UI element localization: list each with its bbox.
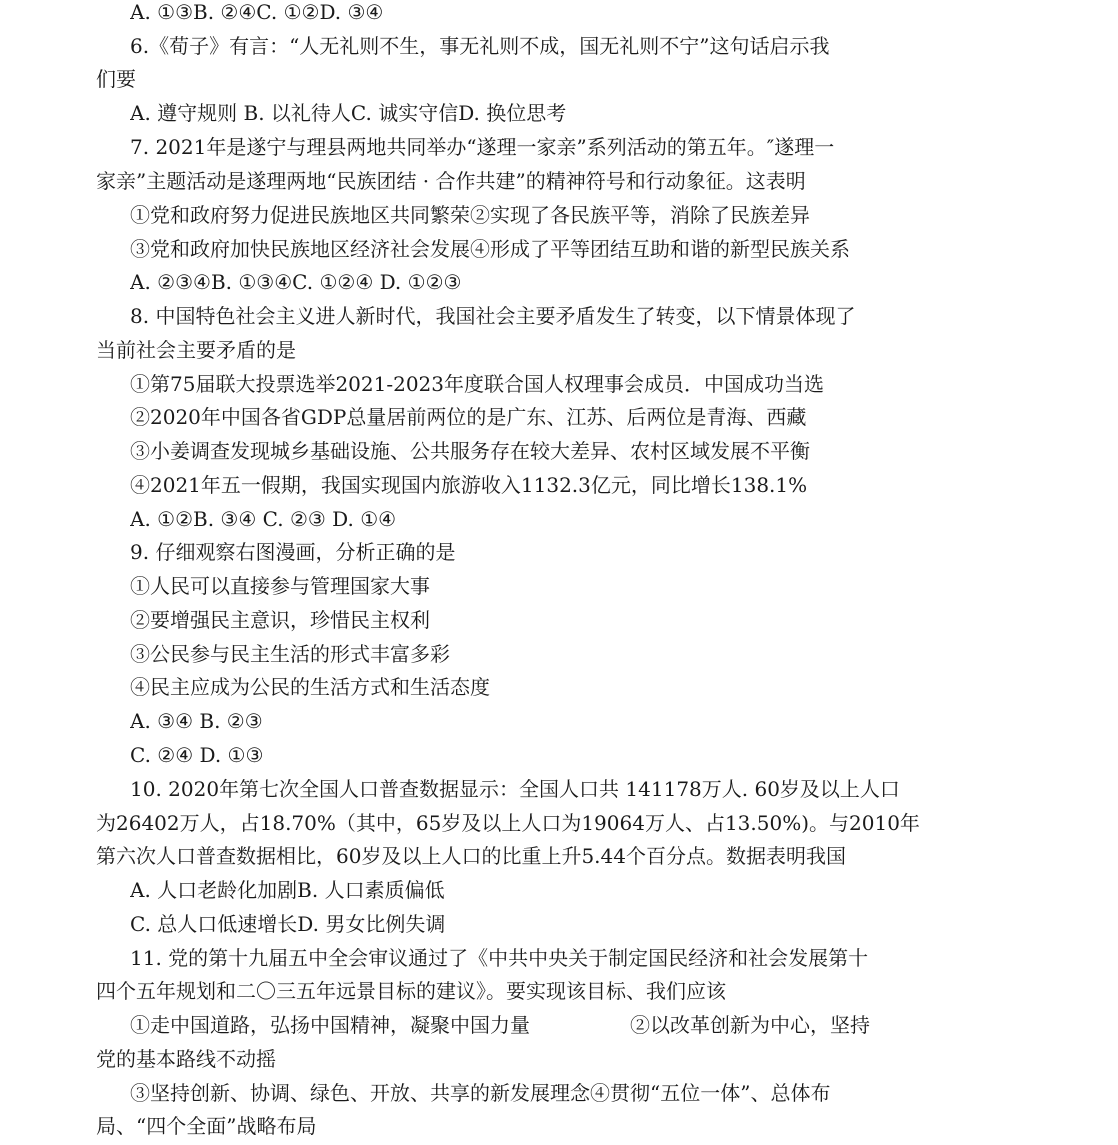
q11-statement-2-cont: 党的基本路线不动摇 xyxy=(96,1047,276,1071)
q6-stem: 6.《荀子》有言：“人无礼则不生，事无礼则不成，国无礼则不宁”这句话启示我 xyxy=(130,34,830,58)
q8-statement-2: ②2020年中国各省GDP总量居前两位的是广东、江苏、后两位是青海、西藏 xyxy=(130,405,807,429)
q11-stem-cont: 四个五年规划和二〇三五年远景目标的建议》。要实现该目标、我们应该 xyxy=(96,979,726,1003)
q10-options-1: A. 人口老龄化加剧B. 人口素质偏低 xyxy=(130,878,445,902)
q6-stem-cont: 们要 xyxy=(96,67,136,91)
q8-statement-1: ①第75届联大投票选举2021-2023年度联合国人权理事会成员．中国成功当选 xyxy=(130,372,825,396)
q11-statement-3-4: ③坚持创新、协调、绿色、开放、共享的新发展理念④贯彻“五位一体”、总体布 xyxy=(130,1081,831,1105)
q7-stem-cont: 家亲”主题活动是遂理两地“民族团结 · 合作共建”的精神符号和行动象征。这表明 xyxy=(96,169,806,193)
q9-options-1: A. ③④ B. ②③ xyxy=(130,709,263,733)
q9-options-2: C. ②④ D. ①③ xyxy=(130,743,264,767)
q7-statements-2: ③党和政府加快民族地区经济社会发展④形成了平等团结互助和谐的新型民族关系 xyxy=(130,237,850,261)
q9-statement-4: ④民主应成为公民的生活方式和生活态度 xyxy=(130,675,490,699)
q7-options: A. ②③④B. ①③④C. ①②④ D. ①②③ xyxy=(130,270,462,294)
q11-statement-1: ①走中国道路，弘扬中国精神，凝聚中国力量 xyxy=(130,1013,530,1037)
q11-statement-4-cont: 局、“四个全面”战略布局 xyxy=(96,1114,317,1138)
q8-statement-4: ④2021年五一假期，我国实现国内旅游收入1132.3亿元，同比增长138.1% xyxy=(130,473,808,497)
q7-statements-1: ①党和政府努力促进民族地区共同繁荣②实现了各民族平等，消除了民族差异 xyxy=(130,203,810,227)
q9-statement-2: ②要增强民主意识，珍惜民主权利 xyxy=(130,608,430,632)
q9-statement-3: ③公民参与民主生活的形式丰富多彩 xyxy=(130,642,450,666)
q8-options: A. ①②B. ③④ C. ②③ D. ①④ xyxy=(130,507,397,531)
q7-stem: 7. 2021年是遂宁与理县两地共同举办“遂理一家亲”系列活动的第五年。″遂理一 xyxy=(130,135,835,159)
q5-options: A. ①③B. ②④C. ①②D. ③④ xyxy=(130,0,384,24)
q11-statement-2: ②以改革创新为中心，坚持 xyxy=(630,1013,870,1037)
q10-stem-cont-1: 为26402万人，占18.70%（其中，65岁及以上人口为19064万人、占13.50%)。与2010年 xyxy=(96,811,920,835)
q8-statement-3: ③小姜调查发现城乡基础设施、公共服务存在较大差异、农村区域发展不平衡 xyxy=(130,439,810,463)
q10-stem-cont-2: 第六次人口普查数据相比，60岁及以上人口的比重上升5.44个百分点。数据表明我国 xyxy=(96,844,846,868)
q10-stem: 10. 2020年第七次全国人口普查数据显示：全国人口共 141178万人. 60岁及以上人口 xyxy=(130,777,900,801)
q6-options: A. 遵守规则 B. 以礼待人C. 诚实守信D. 换位思考 xyxy=(130,101,567,125)
q8-stem-cont: 当前社会主要矛盾的是 xyxy=(96,338,296,362)
q11-statement-row-1 xyxy=(130,1008,946,1042)
q9-stem: 9. 仔细观察右图漫画，分析正确的是 xyxy=(130,540,456,564)
q11-stem: 11. 党的第十九届五中全会审议通过了《中共中央关于制定国民经济和社会发展第十 xyxy=(130,946,869,970)
q10-options-2: C. 总人口低速增长D. 男女比例失调 xyxy=(130,912,446,936)
q9-statement-1: ①人民可以直接参与管理国家大事 xyxy=(130,574,430,598)
q8-stem: 8. 中国特色社会主义进人新时代，我国社会主要矛盾发生了转变，以下情景体现了 xyxy=(130,304,856,328)
